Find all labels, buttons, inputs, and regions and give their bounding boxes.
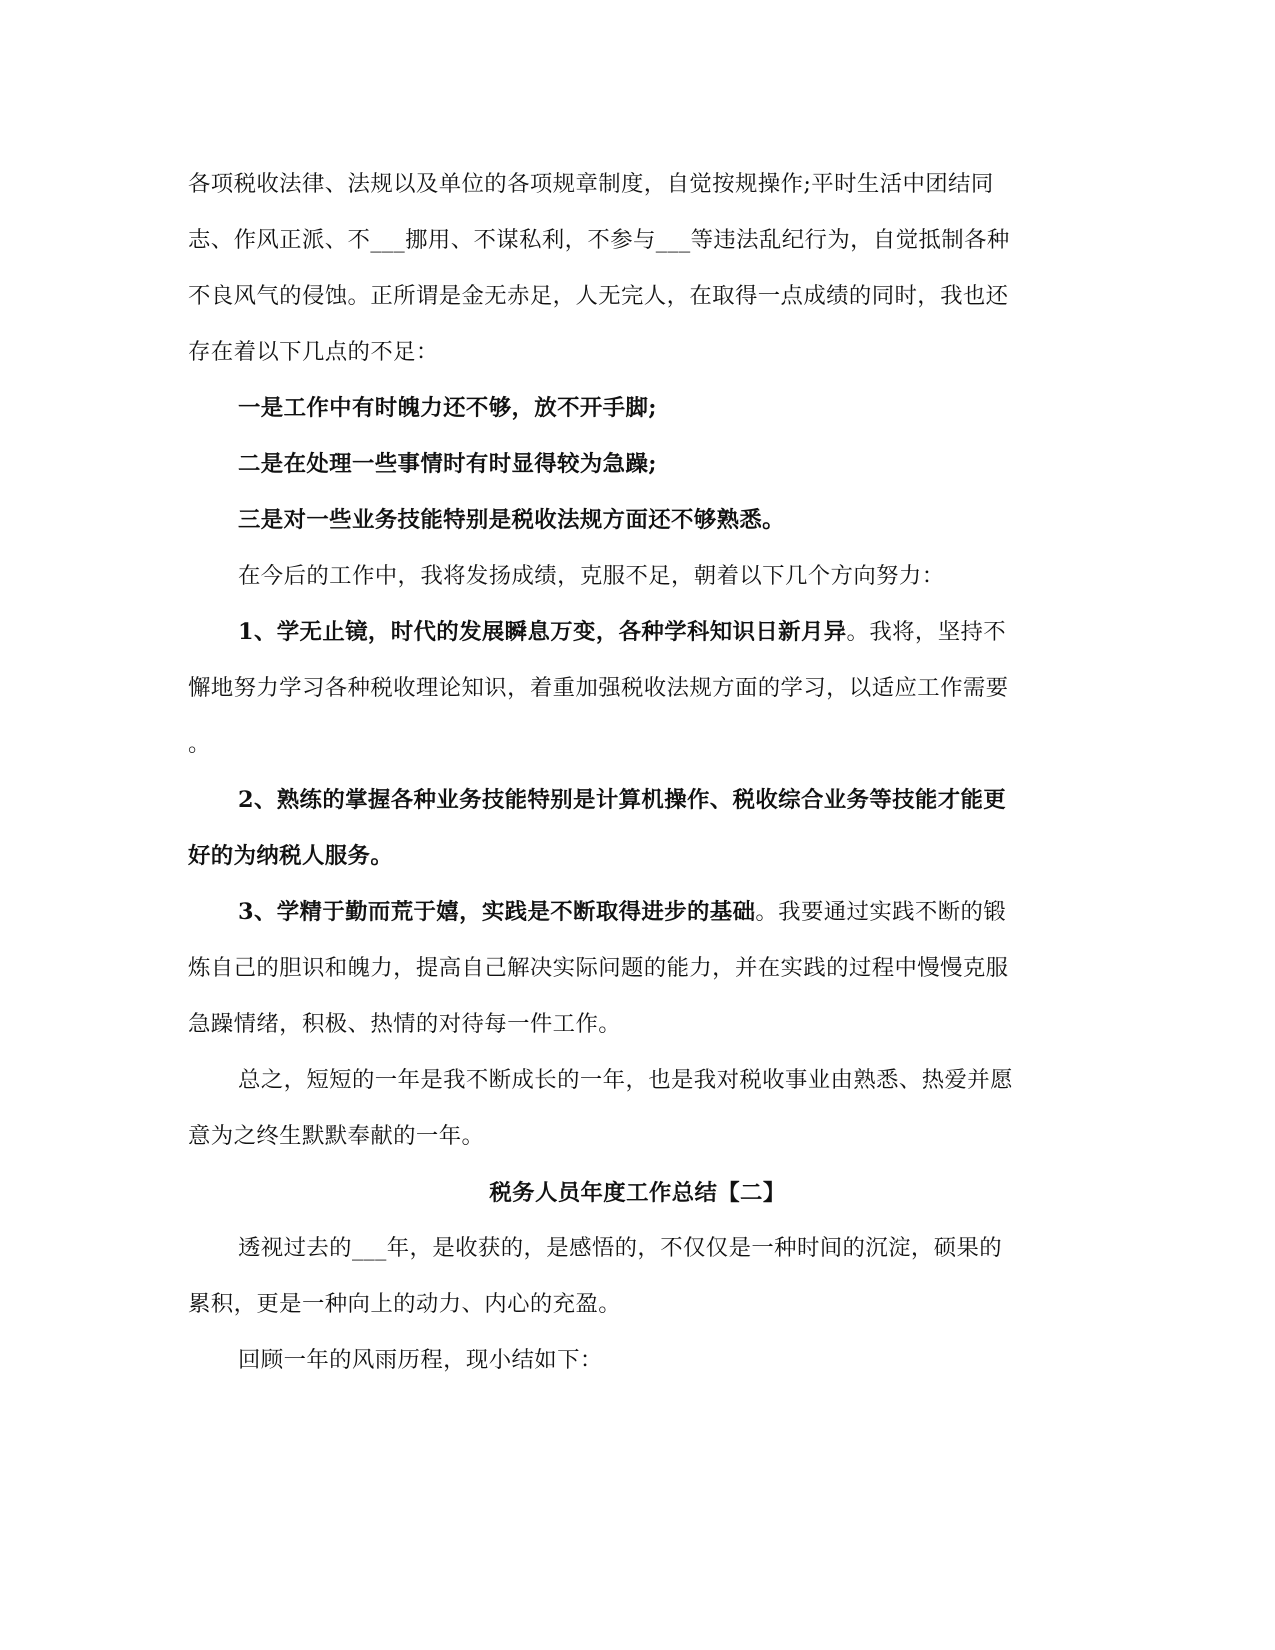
list-item-heading: 3、学精于勤而荒于嬉，实践是不断取得进步的基础 [238, 899, 756, 925]
shortcoming-item: 二是在处理一些事情时有时显得较为急躁; [238, 451, 657, 477]
list-item-text: 。我要通过实践不断的锻 [755, 899, 1007, 925]
section-title: 税务人员年度工作总结【二】 [489, 1180, 786, 1206]
paragraph-line: 总之，短短的一年是我不断成长的一年，也是我对税收事业由熟悉、热爱并愿 [238, 1067, 1013, 1093]
paragraph-line: 炼自己的胆识和魄力，提高自己解决实际问题的能力，并在实践的过程中慢慢克服 [188, 955, 1009, 981]
shortcoming-item: 三是对一些业务技能特别是税收法规方面还不够熟悉。 [238, 507, 785, 533]
paragraph-line: 透视过去的___年，是收获的，是感悟的，不仅仅是一种时间的沉淀，硕果的 [238, 1235, 1003, 1261]
list-item-text: 。我将，坚持不 [846, 619, 1007, 645]
paragraph-line: 志、作风正派、不___挪用、不谋私利，不参与___等违法乱纪行为，自觉抵制各种 [188, 227, 1010, 253]
paragraph-line: 回顾一年的风雨历程，现小结如下： [238, 1347, 603, 1373]
paragraph-line: 存在着以下几点的不足： [188, 339, 439, 365]
paragraph-line: 懈地努力学习各种税收理论知识，着重加强税收法规方面的学习，以适应工作需要 [188, 675, 1009, 701]
list-item-heading: 好的为纳税人服务。 [188, 843, 394, 869]
paragraph-line: 不良风气的侵蚀。正所谓是金无赤足，人无完人，在取得一点成绩的同时，我也还 [188, 283, 1009, 309]
list-item-heading: 2、熟练的掌握各种业务技能特别是计算机操作、税收综合业务等技能才能更 [238, 787, 1007, 813]
paragraph-line: 。 [188, 731, 211, 757]
shortcoming-item: 一是工作中有时魄力还不够，放不开手脚; [238, 395, 657, 421]
list-item-line [238, 897, 1006, 927]
list-item-heading: 1、学无止镜，时代的发展瞬息万变，各种学科知识日新月异 [238, 619, 847, 645]
list-item-line [238, 617, 1006, 647]
paragraph-line: 各项税收法律、法规以及单位的各项规章制度，自觉按规操作;平时生活中团结同 [188, 171, 994, 197]
paragraph-line: 意为之终生默默奉献的一年。 [188, 1123, 485, 1149]
paragraph-line: 在今后的工作中，我将发扬成绩，克服不足，朝着以下几个方向努力： [238, 563, 945, 589]
paragraph-line: 累积，更是一种向上的动力、内心的充盈。 [188, 1291, 622, 1317]
paragraph-line: 急躁情绪，积极、热情的对待每一件工作。 [188, 1011, 622, 1037]
